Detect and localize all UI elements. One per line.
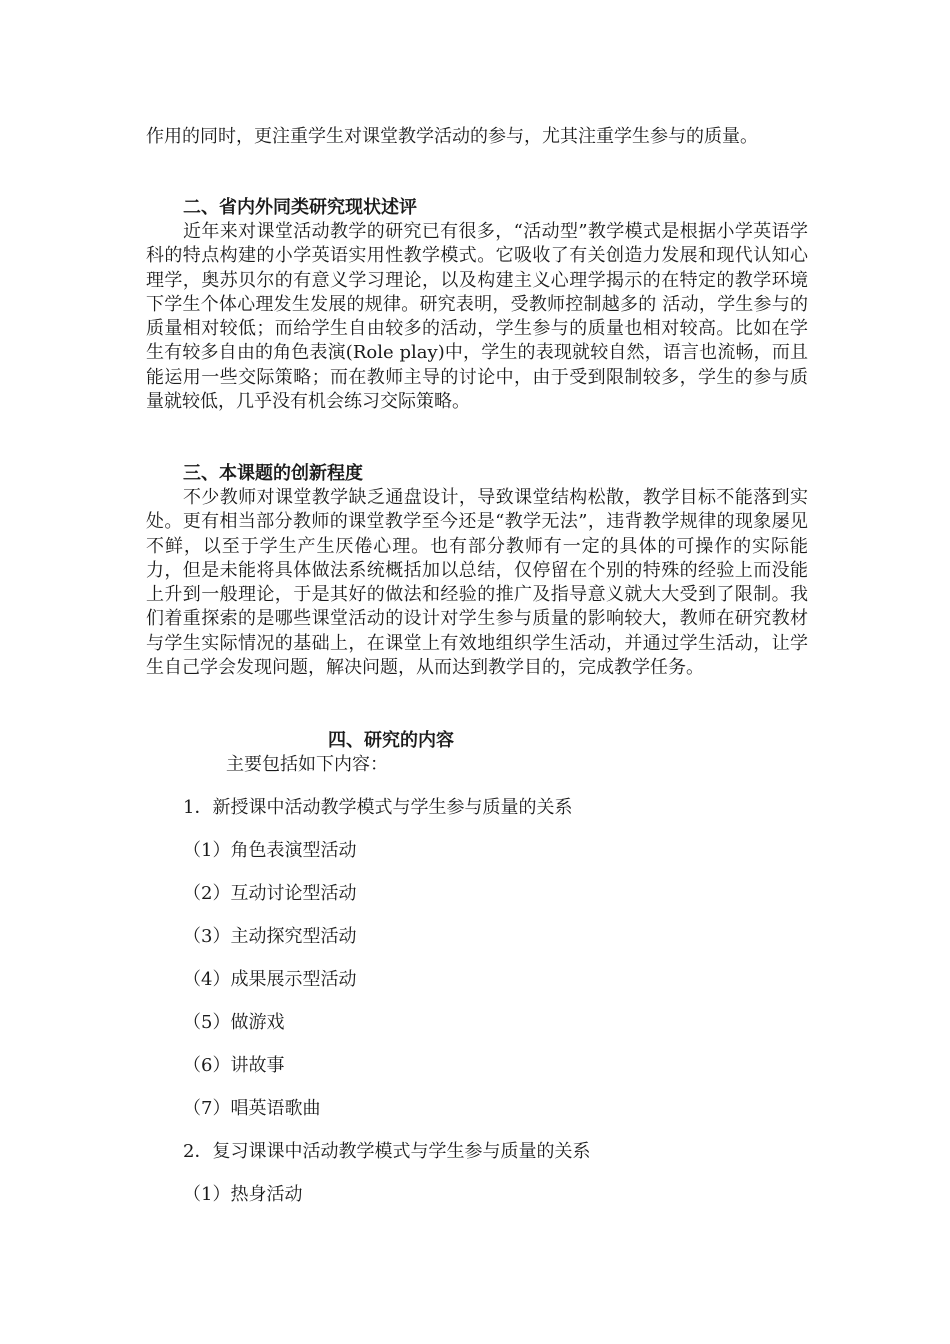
section-4-heading: 四、研究的内容 [328,730,454,751]
section-2-body: 近年来对课堂活动教学的研究已有很多，“活动型”教学模式是根据小学英语学科的特点构建的小学英语实用性教学模式。它吸收了有关创造力发展和现代认知心理学，奥苏贝尔的有意义学习理论，以及构建主义心理学揭示的在特定的教学环境下学生个体心理发生发展的规律。研究表明，受教师控制越多的 活动，学生参与的质量相对较低；而给学生自由较多的活动，学生参与的质量也相对较高。比如在学生有较多自由的角色表演(Role play)中，学生的表现就较自然，语言也流畅，而且能运用一些交际策略；而在教师主导的讨论中，由于受到限制较多，学生的参与质量就较低，几乎没有机会练习交际策略。 [146,221,808,413]
content-item-1-sub-2: （2）互动讨论型活动 [183,883,357,904]
content-item-1-sub-5: （5）做游戏 [183,1012,285,1033]
content-item-1-sub-3: （3）主动探究型活动 [183,926,357,947]
content-item-2-title: 2．复习课课中活动教学模式与学生参与质量的关系 [183,1141,591,1162]
section-4-intro: 主要包括如下内容： [226,754,388,775]
content-item-2-sub-1: （1）热身活动 [183,1184,303,1205]
content-item-1-sub-1: （1）角色表演型活动 [183,840,357,861]
intro-tail-paragraph: 作用的同时，更注重学生对课堂教学活动的参与，尤其注重学生参与的质量。 [146,126,758,147]
content-item-1-title: 1．新授课中活动教学模式与学生参与质量的关系 [183,797,573,818]
content-item-1-sub-7: （7）唱英语歌曲 [183,1098,321,1119]
section-3-heading: 三、本课题的创新程度 [183,463,363,484]
section-3-body: 不少教师对课堂教学缺乏通盘设计，导致课堂结构松散，教学目标不能落到实处。更有相当部分教师的课堂教学至今还是“教学无法”，违背教学规律的现象屡见不鲜，以至于学生产生厌倦心理。也有部分教师有一定的具体的可操作的实际能力，但是未能将具体做法系统概括加以总结，仅停留在个别的特殊的经验上而没能上升到一般理论，于是其好的做法和经验的推广及指导意义就大大受到了限制。我们着重探索的是哪些课堂活动的设计对学生参与质量的影响较大，教师在研究教材与学生实际情况的基础上，在课堂上有效地组织学生活动，并通过学生活动，让学生自己学会发现问题，解决问题，从而达到教学目的，完成教学任务。 [146,487,808,679]
content-item-1-sub-4: （4）成果展示型活动 [183,969,357,990]
section-2-heading: 二、省内外同类研究现状述评 [183,197,417,218]
content-item-1-sub-6: （6）讲故事 [183,1055,285,1076]
